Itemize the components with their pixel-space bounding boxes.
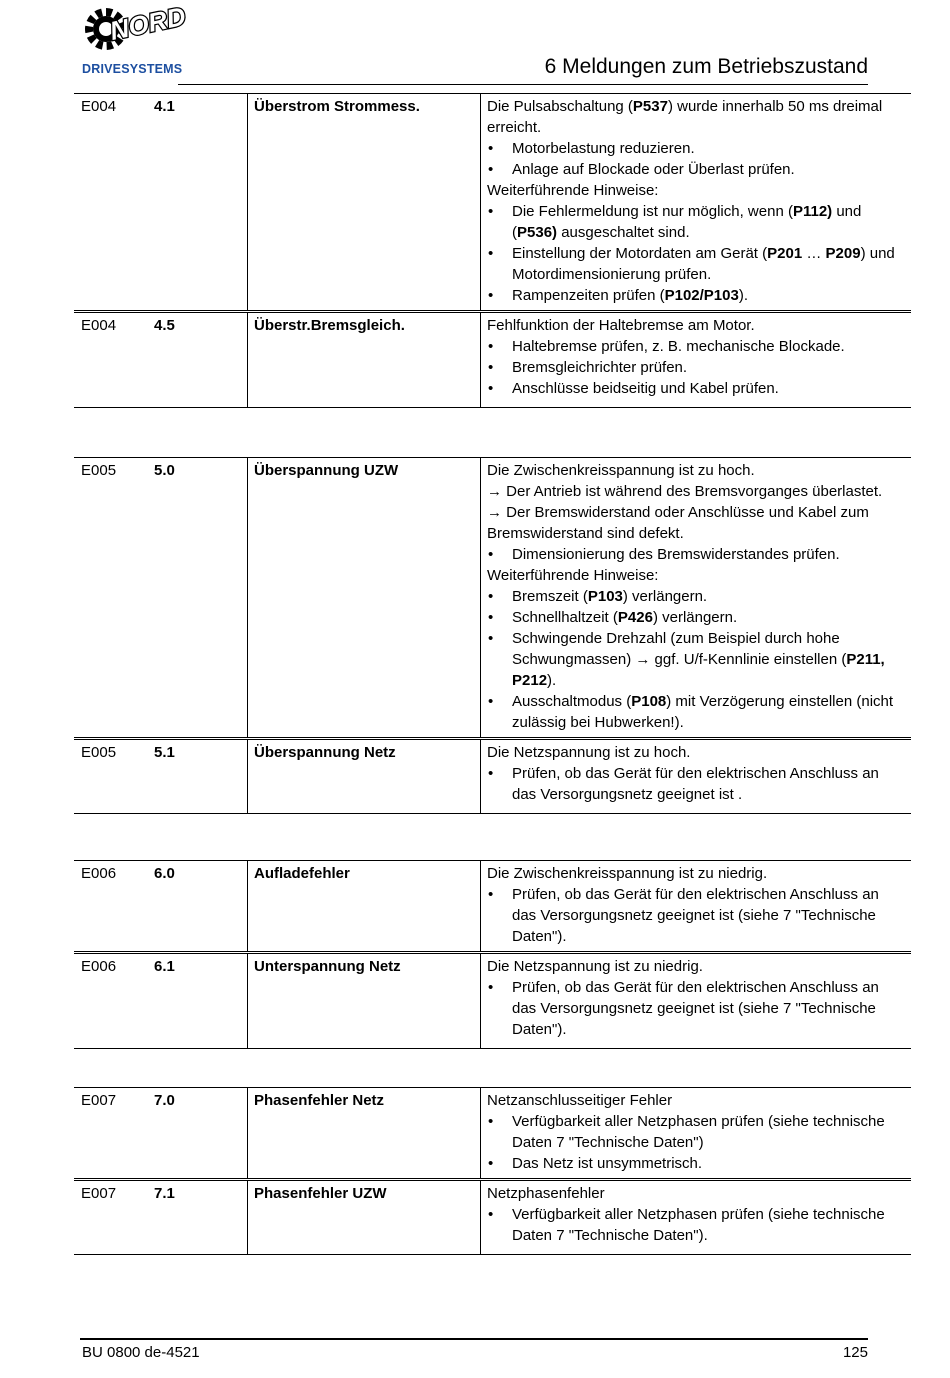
footer-divider [80, 1338, 868, 1340]
error-name: Überspannung UZW [248, 458, 481, 737]
error-description: Netzphasenfehler • Verfügbarkeit aller Netzphasen prüfen (siehe technische Daten 7 "Technische Daten"). [481, 1181, 911, 1254]
error-table-e006 [74, 860, 911, 1049]
table-row [74, 1088, 911, 1181]
error-code: E004 [81, 98, 117, 115]
error-code: E006 [81, 958, 117, 975]
error-name: Überspannung Netz [248, 740, 481, 813]
error-description: Die Zwischenkreisspannung ist zu niedrig. • Prüfen, ob das Gerät für den elektrischen Anschluss an das Versorgungsnetz geeignet ist (siehe 7 "Technische Daten"). [481, 861, 911, 951]
sub-code: 5.1 [154, 740, 248, 813]
error-description: Die Pulsabschaltung (P537) wurde innerhalb 50 ms dreimal erreicht. • Motorbelastung reduzieren. • Anlage auf Blockade oder Überlast prüfen. Weiterführende Hinweise: • Die Fehlermeldung ist nur möglich, wenn (P112) und (P536) ausgeschaltet sind. • Einstellung der Motordaten am Gerät (P201 … P209) und Motordimensionierung prüfen. • Rampenzeiten prüfen (P102/P103). [481, 94, 911, 310]
error-description: Fehlfunktion der Haltebremse am Motor. • Haltebremse prüfen, z. B. mechanische Blockade. • Bremsgleichrichter prüfen. • Anschlüsse beidseitig und Kabel prüfen. [481, 313, 911, 407]
error-table-e004 [74, 93, 911, 408]
table-row [74, 1181, 911, 1255]
table-row [74, 861, 911, 954]
error-description: Netzanschlusseitiger Fehler • Verfügbarkeit aller Netzphasen prüfen (siehe technische Daten 7 "Technische Daten") • Das Netz ist unsymmetrisch. [481, 1088, 911, 1178]
document-id: BU 0800 de-4521 [82, 1344, 200, 1361]
sub-code: 7.1 [154, 1181, 248, 1254]
table-row [74, 313, 911, 408]
sub-code: 7.0 [154, 1088, 248, 1178]
logo-subtitle: DRIVESYSTEMS [82, 62, 183, 76]
svg-text:NORD: NORD [107, 0, 189, 46]
error-description: Die Zwischenkreisspannung ist zu hoch. → Der Antrieb ist während des Bremsvorganges überlastet. → Der Bremswiderstand oder Anschlüsse und Kabel zum Bremswiderstand sind defekt. • Dimensionierung des Bremswiderstandes prüfen. Weiterführende Hinweise: • Bremszeit (P103) verlängern. • Schnellhaltzeit (P426) verlängern. • Schwingende Drehzahl (zum Beispiel durch hohe Schwungmassen) → ggf. U/f-Kennlinie einstellen (P211, P212). • Ausschaltmodus (P108) mit Verzögerung einstellen (nicht zulässig bei Hubwerken!). [481, 458, 911, 737]
error-code: E007 [81, 1185, 117, 1202]
table-row [74, 740, 911, 814]
error-code: E006 [81, 865, 117, 882]
error-description: Die Netzspannung ist zu niedrig. • Prüfen, ob das Gerät für den elektrischen Anschluss an das Versorgungsnetz geeignet ist (siehe 7 "Technische Daten"). [481, 954, 911, 1048]
error-name: Überstr.Bremsgleich. [248, 313, 481, 407]
sub-code: 6.1 [154, 954, 248, 1048]
chapter-title: 6 Meldungen zum Betriebszustand [544, 55, 868, 78]
page-number: 125 [842, 1344, 868, 1361]
error-description: Die Netzspannung ist zu hoch. • Prüfen, ob das Gerät für den elektrischen Anschluss an das Versorgungsnetz geeignet ist . [481, 740, 911, 813]
sub-code: 4.1 [154, 94, 248, 310]
error-code: E005 [81, 744, 117, 761]
error-table-e005 [74, 457, 911, 814]
table-row [74, 458, 911, 740]
error-table-e007 [74, 1087, 911, 1255]
error-name: Überstrom Strommess. [248, 94, 481, 310]
table-row [74, 94, 911, 313]
sub-code: 5.0 [154, 458, 248, 737]
error-name: Phasenfehler UZW [248, 1181, 481, 1254]
sub-code: 6.0 [154, 861, 248, 951]
error-code: E004 [81, 317, 117, 334]
error-name: Aufladefehler [248, 861, 481, 951]
error-name: Unterspannung Netz [248, 954, 481, 1048]
error-name: Phasenfehler Netz [248, 1088, 481, 1178]
error-code: E005 [81, 462, 117, 479]
table-row [74, 954, 911, 1049]
header-divider [178, 84, 868, 85]
error-code: E007 [81, 1092, 117, 1109]
sub-code: 4.5 [154, 313, 248, 407]
